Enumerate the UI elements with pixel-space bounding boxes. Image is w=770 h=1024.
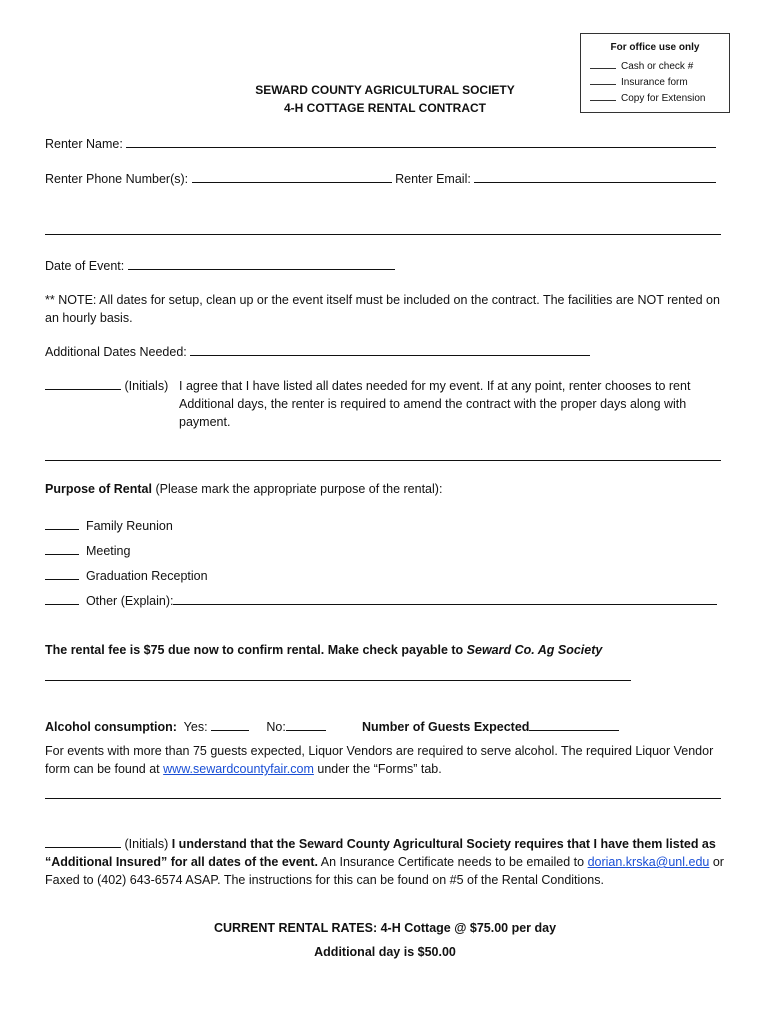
alcohol-yes-label: Yes: [183,720,208,734]
renter-name-row [45,135,716,151]
renter-contact-row [45,170,716,186]
event-date-row [45,257,395,273]
renter-phone-label: Renter Phone Number(s): [45,172,189,186]
event-date-field[interactable] [128,257,395,270]
purpose-instruction: (Please mark the appropriate purpose of the rental): [155,482,443,496]
contract-title: 4-H COTTAGE RENTAL CONTRACT [284,101,486,115]
alcohol-no-field[interactable] [286,718,326,731]
purpose-checkbox[interactable] [45,517,79,530]
purpose-checkbox[interactable] [45,542,79,555]
alcohol-yes-field[interactable] [211,718,249,731]
fair-website-link[interactable]: www.sewardcountyfair.com [163,762,314,776]
liquor-vendor-text: For events with more than 75 guests expected, Liquor Vendors are required to serve alcohol. The required Liquor Vendor form can be found at www.sewardcountyfair.com under the “Forms” tab. [45,744,714,776]
additional-dates-row [45,343,590,359]
additional-day-rate: Additional day is $50.00 [314,945,456,959]
guests-label: Number of Guests Expected [362,720,530,734]
office-blank[interactable] [590,91,616,101]
renter-email-label: Renter Email: [395,172,471,186]
purpose-checkbox[interactable] [45,592,79,605]
initials-field-dates[interactable] [45,377,121,390]
initials-field-insurance[interactable] [45,835,121,848]
office-blank[interactable] [590,75,616,85]
purpose-heading: Purpose of Rental [45,482,152,496]
office-item-cash: Cash or check # [590,59,693,72]
purpose-option-family-reunion: Family Reunion [45,517,173,533]
initials-label: (Initials) [124,379,169,393]
purpose-option-graduation: Graduation Reception [45,567,208,583]
purpose-checkbox[interactable] [45,567,79,580]
purpose-option-meeting: Meeting [45,542,130,558]
current-rental-rates: CURRENT RENTAL RATES: 4-H Cottage @ $75.00 per day [213,921,557,935]
event-date-label: Date of Event: [45,259,125,273]
office-item-extension: Copy for Extension [590,91,706,104]
dates-agreement-text: I agree that I have listed all dates needed for my event. If at any point, renter chooses to rent Additional days, the renter is required to amend the contract with the proper days along with payment. [179,379,691,429]
purpose-option-other: Other (Explain): [45,592,717,608]
rental-fee-text: The rental fee is $75 due now to confirm rental. Make check payable to Seward Co. Ag Society [45,643,603,657]
divider [45,234,721,235]
purpose-heading-row [45,482,442,496]
divider [45,460,721,461]
dates-note: ** NOTE: All dates for setup, clean up or the event itself must be included on the contract. The facilities are NOT rented on an hourly basis. [45,293,720,325]
divider [45,798,721,799]
guests-row [362,718,619,734]
renter-name-field[interactable] [126,135,716,148]
insurance-paragraph: (Initials) I understand that the Seward County Agricultural Society requires that I have them listed as “Additional Insured” for all dates of the event. An Insurance Certificate needs to be emailed to dorian.krska@unl.edu or Faxed to (402) 643-6574 ASAP. The instructions for this can be found on #5 of the Rental Conditions. [45,837,724,887]
insurance-requirement: I understand that the Seward County Agricultural Society requires that I have them listed as “Additional Insured” for all dates of the event. [45,837,716,869]
additional-dates-label: Additional Dates Needed: [45,345,187,359]
renter-phone-field[interactable] [192,170,392,183]
office-blank[interactable] [590,59,616,69]
office-use-title: For office use only [610,42,700,53]
purpose-other-field[interactable] [173,592,717,605]
guests-field[interactable] [529,718,619,731]
org-title: SEWARD COUNTY AGRICULTURAL SOCIETY [255,83,515,97]
additional-dates-field[interactable] [190,343,590,356]
office-item-insurance: Insurance form [590,75,688,88]
renter-name-label: Renter Name: [45,137,123,151]
insurance-email-link[interactable]: dorian.krska@unl.edu [587,855,710,869]
office-use-box [580,33,730,113]
divider [45,680,631,681]
alcohol-label: Alcohol consumption: [45,720,177,734]
renter-email-field[interactable] [474,170,716,183]
payee: Seward Co. Ag Society [466,643,603,657]
alcohol-row [45,718,326,734]
alcohol-no-label: No: [266,720,286,734]
initials-row-dates [45,377,168,393]
